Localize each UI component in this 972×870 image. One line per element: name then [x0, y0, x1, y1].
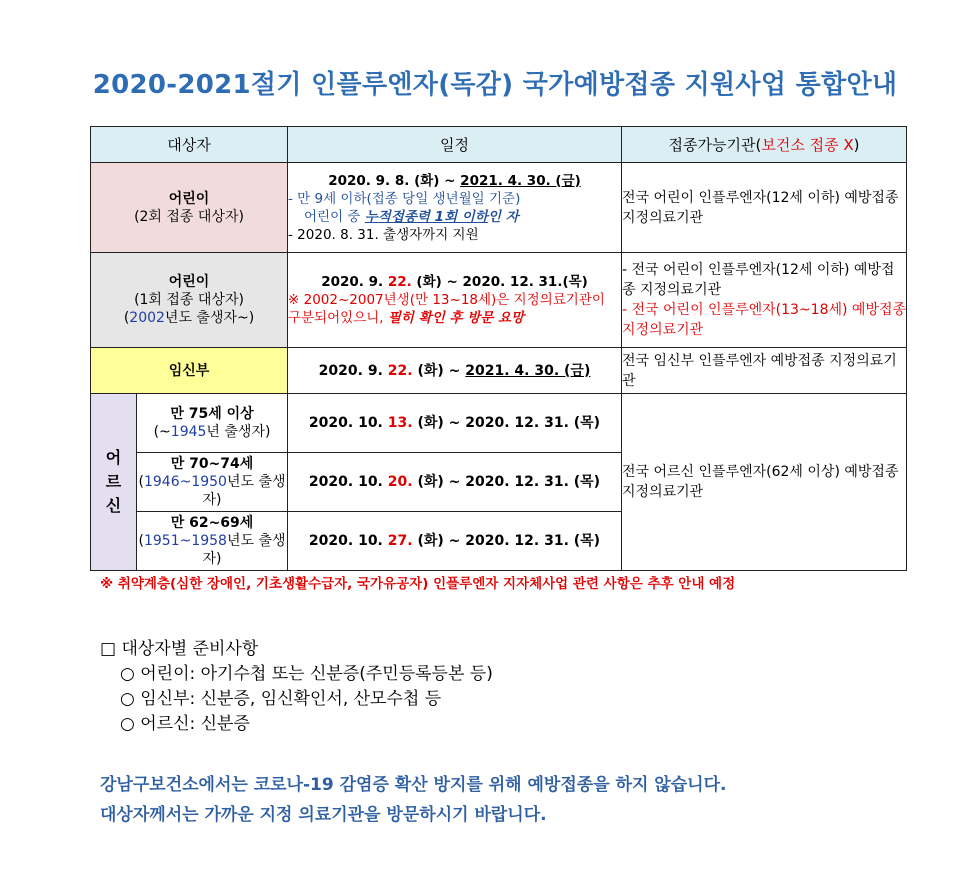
target-elderly-70: 만 70~74세 (1946~1950년도 출생자)	[137, 453, 288, 512]
target-elderly	[91, 394, 137, 571]
page-title: 2020-2021절기 인플루엔자(독감) 국가예방접종 지원사업 통합안내	[92, 70, 898, 100]
schedule-child1: 2020. 9. 22. (화) ~ 2020. 12. 31.(목) ※ 2002~2007년생(만 13~18세)은 지정의료기관이 구분되어있으니, 필히 확인 후 방문 요망	[288, 253, 622, 348]
table-row-child1	[91, 253, 907, 348]
table-row-elderly-75	[91, 394, 907, 453]
institution-child2: 전국 어린이 인플루엔자(12세 이하) 예방접종 지정의료기관	[622, 163, 907, 253]
schedule-elderly-62: 2020. 10. 27. (화) ~ 2020. 12. 31. (목)	[288, 512, 622, 571]
preparation-section	[100, 634, 493, 734]
schedule-elderly-75: 2020. 10. 13. (화) ~ 2020. 12. 31. (목)	[288, 394, 622, 453]
list-item: ○ 임신부: 신분증, 임신확인서, 산모수첩 등	[120, 689, 442, 709]
institution-elderly: 전국 어르신 인플루엔자(62세 이상) 예방접종 지정의료기관	[622, 394, 907, 571]
institution-pregnant: 전국 임신부 인플루엔자 예방접종 지정의료기관	[622, 348, 907, 394]
table-header-row	[91, 127, 907, 163]
preparation-heading: □ 대상자별 준비사항	[100, 639, 259, 659]
target-name: 어린이	[168, 190, 210, 207]
institution-child1: - 전국 어린이 인플루엔자(12세 이하) 예방접종 지정의료기관 - 전국 어린이 인플루엔자(13~18세) 예방접종 지정의료기관	[622, 253, 907, 348]
target-child2	[91, 163, 288, 253]
list-item: ○ 어린이: 아기수첩 또는 신분증(주민등록등본 등)	[120, 664, 493, 684]
vulnerable-note: ※ 취약계층(심한 장애인, 기초생활수급자, 국가유공자) 인플루엔자 지자체사업 관련 사항은 추후 안내 예정	[100, 576, 736, 592]
target-elderly-62: 만 62~69세 (1951~1958년도 출생자)	[137, 512, 288, 571]
list-item: ○ 어르신: 신분증	[120, 714, 250, 734]
header-target: 대상자	[91, 127, 288, 163]
header-schedule: 일정	[288, 127, 622, 163]
target-child1: 어린이 (1회 접종 대상자) (2002년도 출생자~)	[91, 253, 288, 348]
table-row-child2	[91, 163, 907, 253]
target-desc: (2회 접종 대상자)	[134, 208, 244, 225]
vaccination-table	[90, 126, 907, 571]
schedule-child2: 2020. 9. 8. (화) ~ 2021. 4. 30. (금) - 만 9세 이하(접종 당일 생년월일 기준) 어린이 중 누적접종력 1회 이하인 자 - 2020. 8. 31. 출생자까지 지원	[288, 163, 622, 253]
schedule-elderly-70: 2020. 10. 20. (화) ~ 2020. 12. 31. (목)	[288, 453, 622, 512]
header-institution: 접종가능기관(보건소 접종 X)	[622, 127, 907, 163]
elderly-label: 어 르 신	[105, 448, 122, 515]
schedule-main: 2020. 9. 8. (화) ~ 2021. 4. 30. (금)	[328, 172, 581, 189]
target-pregnant: 임신부	[91, 348, 288, 394]
schedule-pregnant: 2020. 9. 22. (화) ~ 2021. 4. 30. (금)	[288, 348, 622, 394]
footer-notice: 강남구보건소에서는 코로나-19 감염증 확산 방지를 위해 예방접종을 하지 않습니다. 대상자께서는 가까운 지정 의료기관을 방문하시기 바랍니다.	[100, 775, 727, 825]
target-elderly-75: 만 75세 이상 (~1945년 출생자)	[137, 394, 288, 453]
table-row-pregnant	[91, 348, 907, 394]
